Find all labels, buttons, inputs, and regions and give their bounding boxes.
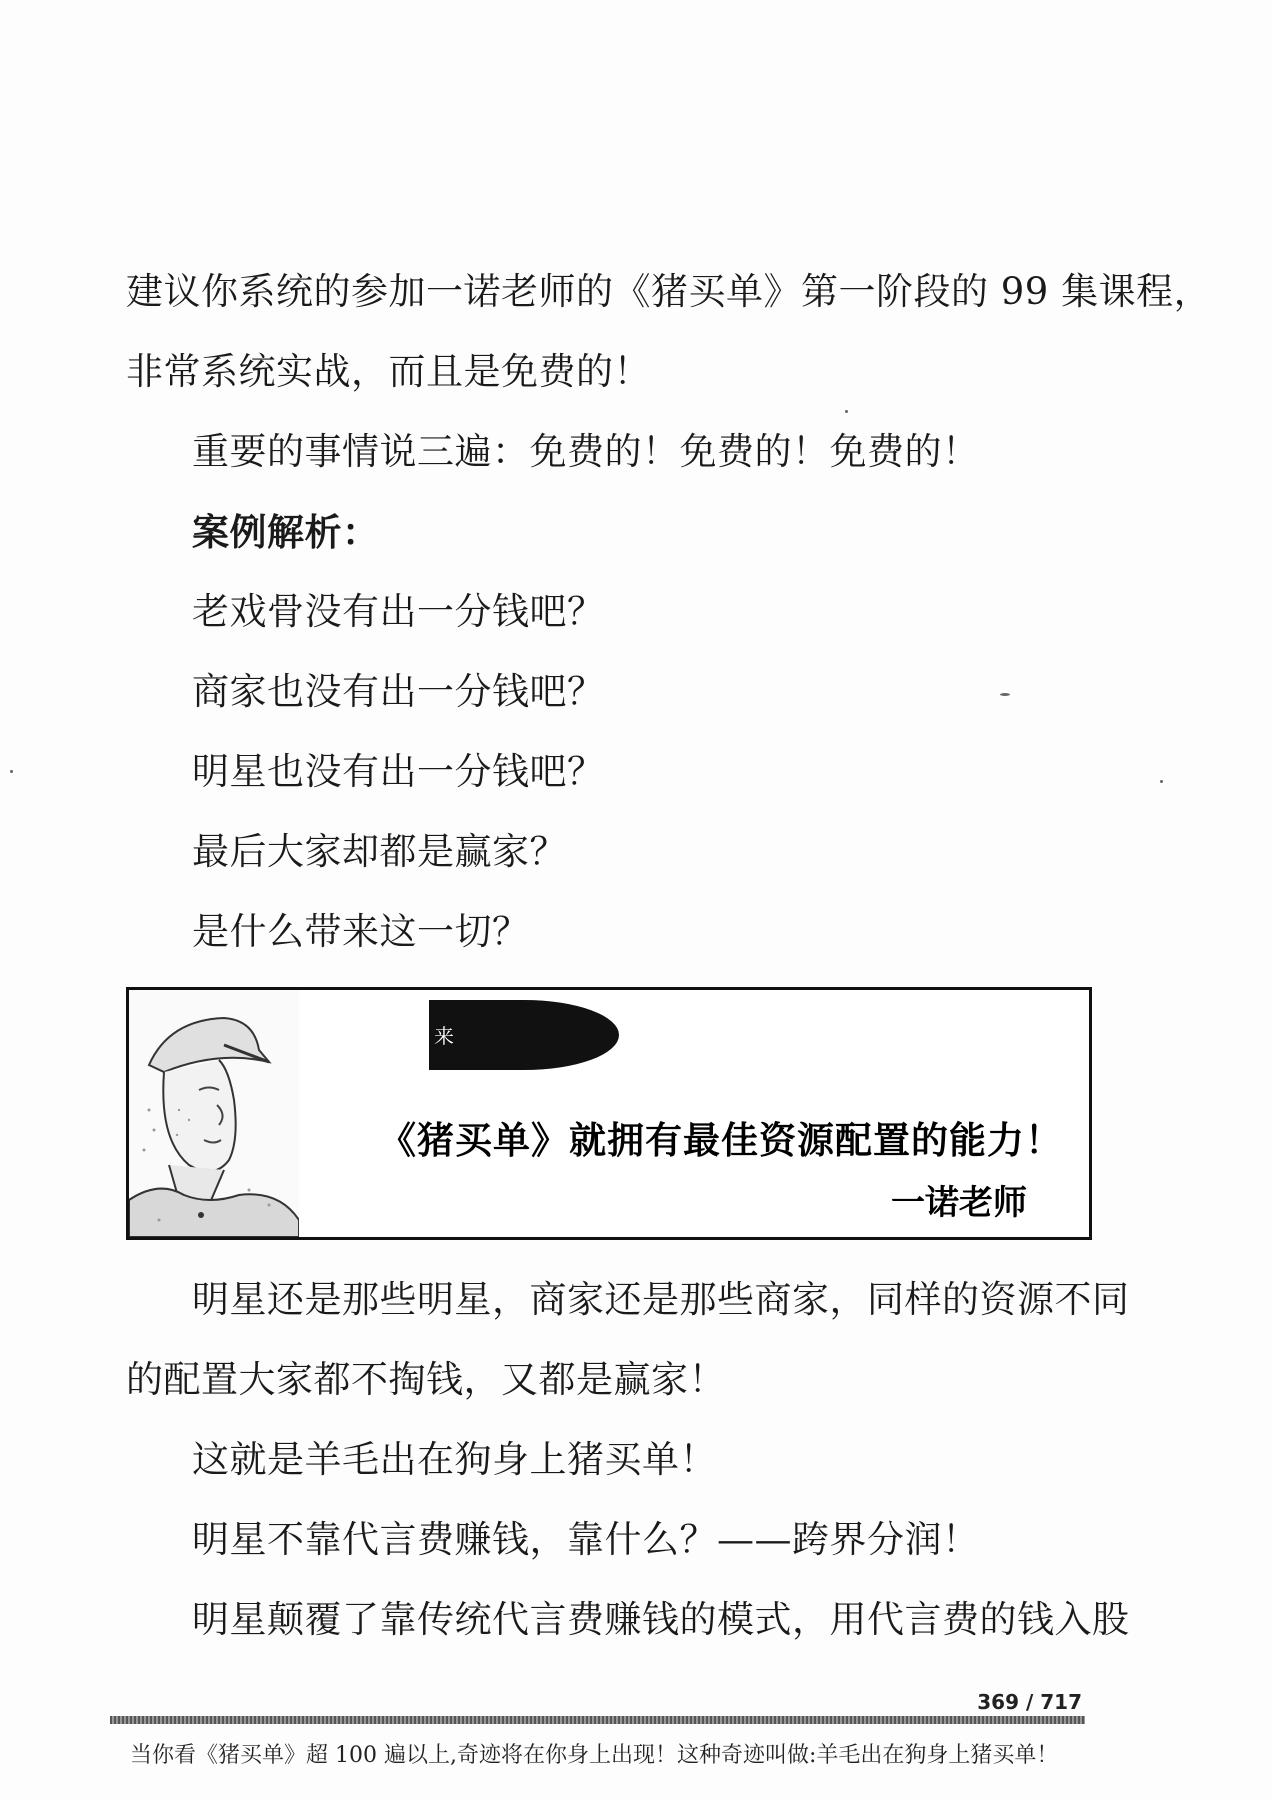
- paragraph-9: 明星还是那些明星，商家还是那些商家，同样的资源不同: [192, 1278, 1130, 1321]
- paragraph-6: 明星也没有出一分钱吧？: [192, 750, 605, 793]
- banner-author: 一诺老师: [891, 1183, 1027, 1223]
- portrait-sketch: [129, 990, 299, 1237]
- paragraph-8: 是什么带来这一切？: [192, 910, 530, 953]
- paragraph-1: 建议你系统的参加一诺老师的《猪买单》第一阶段的 99 集课程，: [126, 270, 1212, 313]
- paragraph-10: 的配置大家都不掏钱，又都是赢家！: [126, 1358, 726, 1401]
- paragraph-3: 重要的事情说三遍：免费的！免费的！免费的！: [192, 430, 980, 473]
- banner-pill-label: 来: [434, 1024, 454, 1048]
- banner-quote: 《猪买单》就拥有最佳资源配置的能力！: [379, 1118, 1063, 1162]
- page-number: 369 / 717: [977, 1690, 1082, 1714]
- scan-speck: [845, 410, 848, 413]
- scan-speck: [1000, 693, 1010, 696]
- paragraph-5: 商家也没有出一分钱吧？: [192, 670, 605, 713]
- paragraph-13: 明星颠覆了靠传统代言费赚钱的模式，用代言费的钱入股: [192, 1598, 1130, 1641]
- footer-divider: [110, 1716, 1085, 1724]
- paragraph-4: 老戏骨没有出一分钱吧？: [192, 590, 605, 633]
- footer-slogan: 当你看《猪买单》超 100 遍以上,奇迹将在你身上出现！这种奇迹叫做:羊毛出在狗身上猪买单！: [130, 1743, 1059, 1768]
- banner-pill-shape: [429, 1000, 619, 1070]
- scan-speck: [1160, 780, 1163, 783]
- paragraph-12: 明星不靠代言费赚钱，靠什么？——跨界分润！: [192, 1518, 980, 1561]
- scan-speck: [10, 770, 13, 773]
- paragraph-7: 最后大家却都是赢家？: [192, 830, 567, 873]
- paragraph-11: 这就是羊毛出在狗身上猪买单！: [192, 1438, 717, 1481]
- section-heading: 案例解析：: [192, 510, 380, 554]
- quote-banner: [126, 987, 1092, 1240]
- paragraph-2: 非常系统实战，而且是免费的！: [126, 350, 651, 393]
